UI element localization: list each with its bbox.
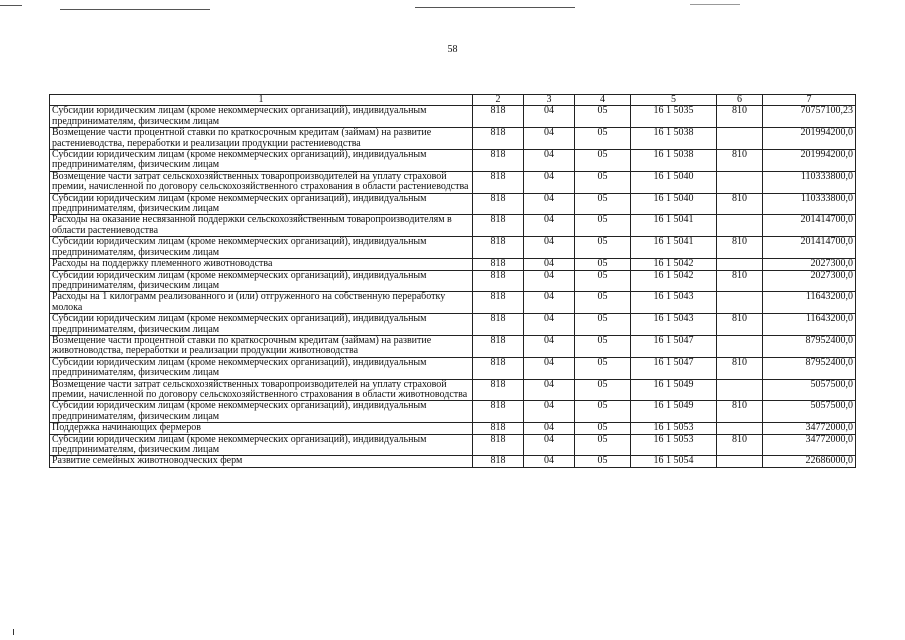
row-name: Возмещение части затрат сельскохозяйственных товаропроизводителей на уплату страховой премии, начисленной по договору сельскохозяйственного страхования в области растениеводства <box>50 171 473 193</box>
row-col3: 04 <box>524 434 575 456</box>
row-col5: 16 1 5040 <box>631 171 717 193</box>
column-header: 6 <box>717 95 763 106</box>
table-row <box>50 335 856 357</box>
row-col4: 05 <box>575 171 631 193</box>
column-header: 2 <box>473 95 524 106</box>
row-col4: 05 <box>575 215 631 237</box>
table-row <box>50 270 856 292</box>
table-row <box>50 128 856 150</box>
row-col6: 810 <box>717 270 763 292</box>
row-amount: 201414700,0 <box>763 237 856 259</box>
scan-artifact-line <box>690 4 740 5</box>
row-col3: 04 <box>524 259 575 270</box>
row-col2: 818 <box>473 106 524 128</box>
row-amount: 201994200,0 <box>763 150 856 172</box>
row-amount: 5057500,0 <box>763 379 856 401</box>
row-amount: 34772000,0 <box>763 423 856 434</box>
row-col5: 16 1 5042 <box>631 270 717 292</box>
row-col6: 810 <box>717 434 763 456</box>
row-amount: 87952400,0 <box>763 335 856 357</box>
row-name: Возмещение части процентной ставки по краткосрочным кредитам (займам) на развитие животноводства, переработки и реализации продукции животноводства <box>50 335 473 357</box>
row-name: Возмещение части процентной ставки по краткосрочным кредитам (займам) на развитие растениеводства, переработки и реализации продукции растениеводства <box>50 128 473 150</box>
column-header: 4 <box>575 95 631 106</box>
row-col5: 16 1 5043 <box>631 292 717 314</box>
table-row <box>50 106 856 128</box>
row-col3: 04 <box>524 401 575 423</box>
row-col4: 05 <box>575 456 631 467</box>
row-name: Субсидии юридическим лицам (кроме некоммерческих организаций), индивидуальным предпринимателям, физическим лицам <box>50 357 473 379</box>
row-col2: 818 <box>473 270 524 292</box>
row-col3: 04 <box>524 357 575 379</box>
row-col2: 818 <box>473 423 524 434</box>
row-col5: 16 1 5049 <box>631 379 717 401</box>
table-row <box>50 434 856 456</box>
row-col6 <box>717 215 763 237</box>
row-col4: 05 <box>575 128 631 150</box>
row-col3: 04 <box>524 215 575 237</box>
row-name: Субсидии юридическим лицам (кроме некоммерческих организаций), индивидуальным предпринимателям, физическим лицам <box>50 314 473 336</box>
row-amount: 2027300,0 <box>763 270 856 292</box>
row-col5: 16 1 5054 <box>631 456 717 467</box>
table-header-row <box>50 95 856 106</box>
row-amount: 110333800,0 <box>763 171 856 193</box>
row-name: Субсидии юридическим лицам (кроме некоммерческих организаций), индивидуальным предпринимателям, физическим лицам <box>50 401 473 423</box>
row-amount: 201414700,0 <box>763 215 856 237</box>
row-col2: 818 <box>473 434 524 456</box>
row-col3: 04 <box>524 314 575 336</box>
table-row <box>50 423 856 434</box>
row-amount: 5057500,0 <box>763 401 856 423</box>
row-col2: 818 <box>473 379 524 401</box>
column-header: 7 <box>763 95 856 106</box>
row-col6: 810 <box>717 150 763 172</box>
scan-artifact-line <box>415 7 575 8</box>
scan-artifact-line <box>60 9 210 10</box>
row-col6: 810 <box>717 237 763 259</box>
row-col5: 16 1 5038 <box>631 128 717 150</box>
row-amount: 87952400,0 <box>763 357 856 379</box>
page-number: 58 <box>447 44 458 55</box>
table-row <box>50 215 856 237</box>
column-header: 1 <box>50 95 473 106</box>
table-row <box>50 456 856 467</box>
row-col2: 818 <box>473 357 524 379</box>
row-col4: 05 <box>575 401 631 423</box>
row-amount: 2027300,0 <box>763 259 856 270</box>
row-col2: 818 <box>473 171 524 193</box>
row-amount: 34772000,0 <box>763 434 856 456</box>
row-name: Расходы на 1 килограмм реализованного и (или) отгруженного на собственную переработку молока <box>50 292 473 314</box>
row-name: Расходы на поддержку племенного животноводства <box>50 259 473 270</box>
row-col4: 05 <box>575 106 631 128</box>
row-col6: 810 <box>717 314 763 336</box>
budget-table <box>49 94 856 468</box>
row-col2: 818 <box>473 150 524 172</box>
row-col2: 818 <box>473 335 524 357</box>
row-col6 <box>717 292 763 314</box>
row-col6: 810 <box>717 193 763 215</box>
row-col4: 05 <box>575 423 631 434</box>
row-col4: 05 <box>575 292 631 314</box>
row-col2: 818 <box>473 456 524 467</box>
row-name: Субсидии юридическим лицам (кроме некоммерческих организаций), индивидуальным предпринимателям, физическим лицам <box>50 193 473 215</box>
row-col5: 16 1 5042 <box>631 259 717 270</box>
row-col5: 16 1 5040 <box>631 193 717 215</box>
row-col2: 818 <box>473 401 524 423</box>
column-header: 3 <box>524 95 575 106</box>
row-col6 <box>717 128 763 150</box>
row-col3: 04 <box>524 106 575 128</box>
table-row <box>50 401 856 423</box>
row-col6: 810 <box>717 357 763 379</box>
row-col4: 05 <box>575 434 631 456</box>
table-row <box>50 171 856 193</box>
table-row <box>50 150 856 172</box>
row-col3: 04 <box>524 237 575 259</box>
scan-artifact-line <box>0 5 22 6</box>
row-col3: 04 <box>524 456 575 467</box>
row-col4: 05 <box>575 314 631 336</box>
row-col5: 16 1 5047 <box>631 335 717 357</box>
row-amount: 110333800,0 <box>763 193 856 215</box>
row-col6 <box>717 259 763 270</box>
row-amount: 70757100,23 <box>763 106 856 128</box>
row-col4: 05 <box>575 193 631 215</box>
row-col3: 04 <box>524 171 575 193</box>
table-row <box>50 314 856 336</box>
row-name: Субсидии юридическим лицам (кроме некоммерческих организаций), индивидуальным предпринимателям, физическим лицам <box>50 106 473 128</box>
row-name: Субсидии юридическим лицам (кроме некоммерческих организаций), индивидуальным предпринимателям, физическим лицам <box>50 237 473 259</box>
row-col4: 05 <box>575 357 631 379</box>
row-col5: 16 1 5053 <box>631 434 717 456</box>
row-col5: 16 1 5053 <box>631 423 717 434</box>
row-col5: 16 1 5035 <box>631 106 717 128</box>
row-col5: 16 1 5041 <box>631 215 717 237</box>
row-col4: 05 <box>575 259 631 270</box>
row-col2: 818 <box>473 292 524 314</box>
row-col5: 16 1 5047 <box>631 357 717 379</box>
row-col2: 818 <box>473 237 524 259</box>
row-amount: 22686000,0 <box>763 456 856 467</box>
row-col6 <box>717 379 763 401</box>
row-col6 <box>717 335 763 357</box>
table-row <box>50 357 856 379</box>
row-col3: 04 <box>524 335 575 357</box>
row-col3: 04 <box>524 379 575 401</box>
row-name: Возмещение части затрат сельскохозяйственных товаропроизводителей на уплату страховой премии, начисленной по договору сельскохозяйственного страхования в области животноводства <box>50 379 473 401</box>
row-name: Субсидии юридическим лицам (кроме некоммерческих организаций), индивидуальным предпринимателям, физическим лицам <box>50 150 473 172</box>
row-col6 <box>717 171 763 193</box>
column-header: 5 <box>631 95 717 106</box>
row-col3: 04 <box>524 128 575 150</box>
row-col5: 16 1 5049 <box>631 401 717 423</box>
row-col5: 16 1 5041 <box>631 237 717 259</box>
row-col5: 16 1 5038 <box>631 150 717 172</box>
row-col2: 818 <box>473 128 524 150</box>
row-name: Развитие семейных животноводческих ферм <box>50 456 473 467</box>
row-col2: 818 <box>473 314 524 336</box>
row-col3: 04 <box>524 423 575 434</box>
scan-artifact-mark <box>13 629 14 635</box>
row-col3: 04 <box>524 292 575 314</box>
row-col2: 818 <box>473 215 524 237</box>
row-amount: 201994200,0 <box>763 128 856 150</box>
row-col6 <box>717 423 763 434</box>
row-name: Поддержка начинающих фермеров <box>50 423 473 434</box>
row-col4: 05 <box>575 150 631 172</box>
row-col4: 05 <box>575 270 631 292</box>
row-col6: 810 <box>717 106 763 128</box>
row-col3: 04 <box>524 270 575 292</box>
row-col4: 05 <box>575 335 631 357</box>
row-name: Субсидии юридическим лицам (кроме некоммерческих организаций), индивидуальным предпринимателям, физическим лицам <box>50 434 473 456</box>
row-col5: 16 1 5043 <box>631 314 717 336</box>
row-col3: 04 <box>524 193 575 215</box>
table-row <box>50 193 856 215</box>
row-col2: 818 <box>473 259 524 270</box>
row-col4: 05 <box>575 379 631 401</box>
row-amount: 11643200,0 <box>763 314 856 336</box>
row-col3: 04 <box>524 150 575 172</box>
row-col4: 05 <box>575 237 631 259</box>
row-name: Субсидии юридическим лицам (кроме некоммерческих организаций), индивидуальным предпринимателям, физическим лицам <box>50 270 473 292</box>
row-col6 <box>717 456 763 467</box>
row-name: Расходы на оказание несвязанной поддержки сельскохозяйственным товаропроизводителям в области растениеводства <box>50 215 473 237</box>
table-row <box>50 259 856 270</box>
row-col6: 810 <box>717 401 763 423</box>
row-col2: 818 <box>473 193 524 215</box>
table-row <box>50 379 856 401</box>
table-row <box>50 292 856 314</box>
table-row <box>50 237 856 259</box>
row-amount: 11643200,0 <box>763 292 856 314</box>
